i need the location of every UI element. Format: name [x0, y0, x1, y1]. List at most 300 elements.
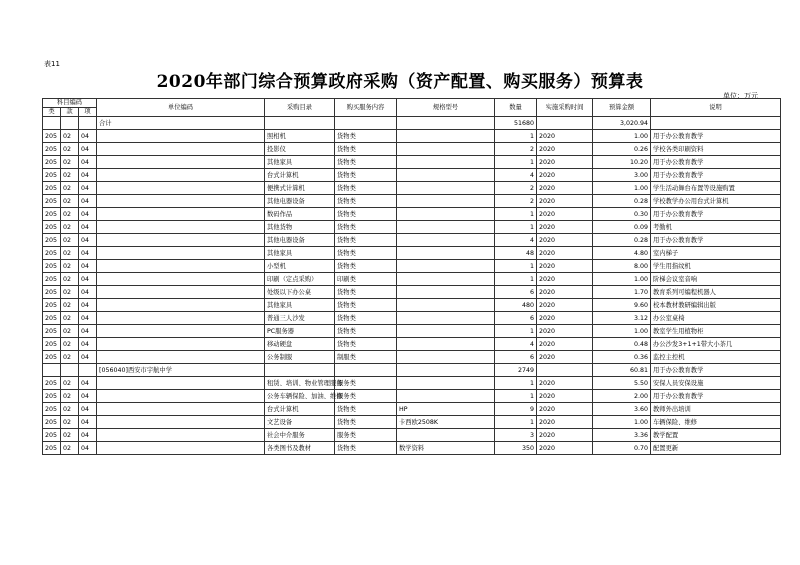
note-cell: 用于办公教育教学	[651, 234, 781, 247]
kuan-cell: 02	[61, 156, 79, 169]
service-header: 购买服务内容	[335, 99, 397, 117]
note-cell: 用于办公教育教学	[651, 156, 781, 169]
time-cell: 2020	[537, 143, 593, 156]
note-cell: 室内梯子	[651, 247, 781, 260]
amount-cell: 0.36	[593, 351, 651, 364]
class-cell: 205	[43, 416, 61, 429]
time-cell: 2020	[537, 234, 593, 247]
service-cell: 货物类	[335, 260, 397, 273]
kuan-cell: 02	[61, 403, 79, 416]
spec-cell	[397, 377, 495, 390]
amount-cell: 0.28	[593, 234, 651, 247]
unit-code-cell	[97, 234, 265, 247]
page-title: 2020年部门综合预算政府采购（资产配置、购买服务）预算表	[156, 72, 644, 92]
item-cell: 04	[79, 325, 97, 338]
class-cell: 205	[43, 208, 61, 221]
unit-code-cell	[97, 273, 265, 286]
kuan-cell: 02	[61, 143, 79, 156]
class-cell: 205	[43, 299, 61, 312]
total-row	[43, 117, 781, 130]
qty-cell: 1	[495, 208, 537, 221]
kuan-cell: 02	[61, 247, 79, 260]
unit-code-cell	[97, 221, 265, 234]
qty-cell: 1	[495, 416, 537, 429]
table-row	[43, 130, 781, 143]
unit-code-cell	[97, 390, 265, 403]
qty-cell: 1	[495, 221, 537, 234]
amount-cell: 0.30	[593, 208, 651, 221]
amount-cell: 10.20	[593, 156, 651, 169]
note-cell: 阶梯会议室音响	[651, 273, 781, 286]
note-cell: 教室学生用植物柜	[651, 325, 781, 338]
catalog-header: 采购目录	[265, 99, 335, 117]
note-cell: 学校教学办公用台式计算机	[651, 195, 781, 208]
note-cell: 教育系列可编程机器人	[651, 286, 781, 299]
time-cell: 2020	[537, 208, 593, 221]
service-cell: 制服类	[335, 351, 397, 364]
service-cell: 货物类	[335, 182, 397, 195]
class-cell: 205	[43, 260, 61, 273]
class-cell: 205	[43, 156, 61, 169]
note-cell: 配置更新	[651, 442, 781, 455]
unit-code-cell	[97, 416, 265, 429]
kuan-cell: 02	[61, 416, 79, 429]
qty-cell: 1	[495, 390, 537, 403]
spec-header: 规格型号	[397, 99, 495, 117]
service-cell: 货物类	[335, 286, 397, 299]
item-cell: 04	[79, 403, 97, 416]
spec-cell	[397, 338, 495, 351]
item-cell: 04	[79, 416, 97, 429]
spec-cell	[397, 195, 495, 208]
amount-cell: 1.00	[593, 182, 651, 195]
spec-cell	[397, 273, 495, 286]
amount-header: 预算金额	[593, 99, 651, 117]
spec-cell	[397, 325, 495, 338]
class-cell: 205	[43, 130, 61, 143]
service-cell: 货物类	[335, 312, 397, 325]
table-row	[43, 156, 781, 169]
note-cell: 教师外出培训	[651, 403, 781, 416]
kuan-cell: 02	[61, 195, 79, 208]
catalog-cell: 移动硬盘	[265, 338, 335, 351]
qty-cell: 1	[495, 273, 537, 286]
table-row	[43, 247, 781, 260]
catalog-cell: 投影仪	[265, 143, 335, 156]
item-cell: 04	[79, 338, 97, 351]
amount-cell: 60.81	[593, 364, 651, 377]
table-row	[43, 429, 781, 442]
amount-cell: 1.00	[593, 130, 651, 143]
note-cell: 学校各类印刷资料	[651, 143, 781, 156]
catalog-cell: 其他家具	[265, 247, 335, 260]
qty-cell: 2749	[495, 364, 537, 377]
table-row	[43, 442, 781, 455]
spec-cell	[397, 130, 495, 143]
class-cell: 205	[43, 247, 61, 260]
time-cell: 2020	[537, 260, 593, 273]
catalog-cell	[265, 364, 335, 377]
catalog-cell: 台式计算机	[265, 169, 335, 182]
qty-cell: 1	[495, 325, 537, 338]
amount-cell: 0.48	[593, 338, 651, 351]
table-row	[43, 416, 781, 429]
service-cell: 印刷类	[335, 273, 397, 286]
spec-cell	[397, 208, 495, 221]
table-number: 表11	[44, 60, 60, 68]
table-row	[43, 325, 781, 338]
kuan-header: 款	[61, 108, 79, 117]
item-cell	[79, 364, 97, 377]
service-cell: 货物类	[335, 299, 397, 312]
table-row	[43, 390, 781, 403]
note-cell: 办公室桌椅	[651, 312, 781, 325]
qty-cell: 480	[495, 299, 537, 312]
amount-cell: 2.00	[593, 390, 651, 403]
unit-code-cell	[97, 156, 265, 169]
spec-cell	[397, 182, 495, 195]
qty-cell: 48	[495, 247, 537, 260]
service-cell: 服务类	[335, 429, 397, 442]
kuan-cell	[61, 364, 79, 377]
service-cell: 货物类	[335, 416, 397, 429]
amount-cell: 9.60	[593, 299, 651, 312]
kuan-cell: 02	[61, 130, 79, 143]
unit-code-cell	[97, 403, 265, 416]
service-cell: 货物类	[335, 403, 397, 416]
item-cell: 04	[79, 130, 97, 143]
kuan-cell: 02	[61, 221, 79, 234]
catalog-cell: 其他家具	[265, 156, 335, 169]
amount-cell: 3.00	[593, 169, 651, 182]
time-cell: 2020	[537, 442, 593, 455]
qty-cell: 4	[495, 169, 537, 182]
spec-cell	[397, 286, 495, 299]
catalog-cell: 租赁、培训、物业管理服务	[265, 377, 335, 390]
catalog-cell: 印刷（定点采购）	[265, 273, 335, 286]
class-cell: 205	[43, 169, 61, 182]
amount-cell: 3.60	[593, 403, 651, 416]
time-cell: 2020	[537, 247, 593, 260]
note-cell: 学生活动舞台布置等设施购置	[651, 182, 781, 195]
catalog-cell: 文艺设备	[265, 416, 335, 429]
table-row	[43, 260, 781, 273]
kuan-cell: 02	[61, 182, 79, 195]
note-cell: 学生用指纹机	[651, 260, 781, 273]
unit-code-cell	[97, 130, 265, 143]
amount-cell: 5.50	[593, 377, 651, 390]
time-cell: 2020	[537, 195, 593, 208]
kuan-cell: 02	[61, 390, 79, 403]
spec-cell: 卡西欧2508K	[397, 416, 495, 429]
note-cell: 考勤机	[651, 221, 781, 234]
service-cell: 货物类	[335, 143, 397, 156]
amount-cell: 3.36	[593, 429, 651, 442]
unit-code-cell	[97, 182, 265, 195]
item-header: 项	[79, 108, 97, 117]
item-cell: 04	[79, 143, 97, 156]
time-cell: 2020	[537, 286, 593, 299]
item-cell: 04	[79, 195, 97, 208]
class-cell: 205	[43, 351, 61, 364]
item-cell: 04	[79, 247, 97, 260]
note-header: 说明	[651, 99, 781, 117]
time-cell: 2020	[537, 130, 593, 143]
unit-code-cell	[97, 312, 265, 325]
class-cell: 205	[43, 143, 61, 156]
spec-cell	[397, 156, 495, 169]
kuan-cell: 02	[61, 312, 79, 325]
class-cell: 205	[43, 273, 61, 286]
kuan-cell: 02	[61, 234, 79, 247]
service-cell: 货物类	[335, 169, 397, 182]
time-cell: 2020	[537, 351, 593, 364]
note-cell: 用于办公教育教学	[651, 130, 781, 143]
service-cell: 货物类	[335, 130, 397, 143]
catalog-cell: 公务车辆保险、加油、维修	[265, 390, 335, 403]
spec-cell: HP	[397, 403, 495, 416]
note-cell: 教学配置	[651, 429, 781, 442]
qty-cell: 2	[495, 143, 537, 156]
time-cell: 2020	[537, 312, 593, 325]
class-cell: 205	[43, 338, 61, 351]
unit-code-cell	[97, 338, 265, 351]
qty-cell: 4	[495, 234, 537, 247]
table-row	[43, 234, 781, 247]
time-cell: 2020	[537, 156, 593, 169]
time-cell: 2020	[537, 182, 593, 195]
class-cell: 205	[43, 312, 61, 325]
note-cell: 监控主控机	[651, 351, 781, 364]
amount-cell: 1.00	[593, 325, 651, 338]
unit-code-cell: [056040]西安市宇航中学	[97, 364, 265, 377]
unit-code-cell	[97, 442, 265, 455]
budget-table	[42, 98, 781, 455]
time-cell: 2020	[537, 325, 593, 338]
qty-cell: 1	[495, 377, 537, 390]
kuan-cell: 02	[61, 208, 79, 221]
unit-code-cell	[97, 247, 265, 260]
unit-code-cell	[97, 299, 265, 312]
total-label: 合计	[97, 117, 265, 130]
time-cell: 2020	[537, 377, 593, 390]
item-cell: 04	[79, 221, 97, 234]
spec-cell	[397, 299, 495, 312]
kuan-cell: 02	[61, 442, 79, 455]
amount-cell: 3.12	[593, 312, 651, 325]
note-cell: 用于办公教育教学	[651, 169, 781, 182]
service-cell: 货物类	[335, 208, 397, 221]
total-amount: 3,020.94	[593, 117, 651, 130]
unit-code-header: 单位编码	[97, 99, 265, 117]
class-cell	[43, 364, 61, 377]
table-row	[43, 312, 781, 325]
class-cell: 205	[43, 286, 61, 299]
kuan-cell: 02	[61, 169, 79, 182]
spec-cell	[397, 390, 495, 403]
service-cell: 货物类	[335, 234, 397, 247]
time-cell: 2020	[537, 221, 593, 234]
catalog-cell: 普通三人沙发	[265, 312, 335, 325]
spec-cell	[397, 351, 495, 364]
unit-code-cell	[97, 351, 265, 364]
time-cell: 2020	[537, 416, 593, 429]
qty-cell: 2	[495, 195, 537, 208]
qty-cell: 9	[495, 403, 537, 416]
amount-cell: 0.28	[593, 195, 651, 208]
service-cell	[335, 364, 397, 377]
class-header: 类	[43, 108, 61, 117]
table-row	[43, 195, 781, 208]
spec-cell	[397, 312, 495, 325]
item-cell: 04	[79, 182, 97, 195]
amount-cell: 8.00	[593, 260, 651, 273]
class-cell: 205	[43, 234, 61, 247]
time-cell: 2020	[537, 273, 593, 286]
qty-cell: 1	[495, 156, 537, 169]
service-cell: 货物类	[335, 325, 397, 338]
catalog-cell: 各类图书及教材	[265, 442, 335, 455]
table-row	[43, 377, 781, 390]
kuan-cell: 02	[61, 338, 79, 351]
unit-code-cell	[97, 429, 265, 442]
class-cell: 205	[43, 182, 61, 195]
class-cell: 205	[43, 403, 61, 416]
qty-cell: 3	[495, 429, 537, 442]
amount-cell: 0.26	[593, 143, 651, 156]
kuan-cell: 02	[61, 273, 79, 286]
unit-label: 单位：万元	[723, 92, 758, 100]
time-cell	[537, 364, 593, 377]
qty-header: 数量	[495, 99, 537, 117]
qty-cell: 1	[495, 130, 537, 143]
table-row	[43, 299, 781, 312]
table-row	[43, 169, 781, 182]
service-cell: 货物类	[335, 338, 397, 351]
class-cell: 205	[43, 429, 61, 442]
subject-code-header: 科目编码	[43, 99, 97, 108]
unit-code-cell	[97, 260, 265, 273]
note-cell: 用于办公教育教学	[651, 390, 781, 403]
item-cell: 04	[79, 234, 97, 247]
total-qty: 51680	[495, 117, 537, 130]
table-row	[43, 286, 781, 299]
kuan-cell: 02	[61, 429, 79, 442]
note-cell: 安保人员安保设施	[651, 377, 781, 390]
table-row	[43, 403, 781, 416]
amount-cell: 1.70	[593, 286, 651, 299]
service-cell: 货物类	[335, 221, 397, 234]
kuan-cell: 02	[61, 351, 79, 364]
qty-cell: 1	[495, 260, 537, 273]
amount-cell: 0.70	[593, 442, 651, 455]
service-cell: 货物类	[335, 442, 397, 455]
table-row	[43, 338, 781, 351]
amount-cell: 1.00	[593, 273, 651, 286]
unit-code-cell	[97, 195, 265, 208]
unit-code-cell	[97, 208, 265, 221]
catalog-cell: 台式计算机	[265, 403, 335, 416]
kuan-cell: 02	[61, 299, 79, 312]
qty-cell: 6	[495, 351, 537, 364]
table-row	[43, 208, 781, 221]
catalog-cell: 照相机	[265, 130, 335, 143]
kuan-cell: 02	[61, 260, 79, 273]
item-cell: 04	[79, 260, 97, 273]
class-cell: 205	[43, 377, 61, 390]
catalog-cell: 其他电器设备	[265, 195, 335, 208]
catalog-cell: 公务制服	[265, 351, 335, 364]
kuan-cell: 02	[61, 377, 79, 390]
item-cell: 04	[79, 351, 97, 364]
catalog-cell: 其他货物	[265, 221, 335, 234]
time-cell: 2020	[537, 429, 593, 442]
catalog-cell: 便携式计算机	[265, 182, 335, 195]
item-cell: 04	[79, 377, 97, 390]
service-cell: 服务类	[335, 377, 397, 390]
note-cell: 车辆保险、维修	[651, 416, 781, 429]
table-row	[43, 351, 781, 364]
item-cell: 04	[79, 442, 97, 455]
kuan-cell: 02	[61, 325, 79, 338]
item-cell: 04	[79, 273, 97, 286]
qty-cell: 6	[495, 312, 537, 325]
class-cell: 205	[43, 390, 61, 403]
table-row	[43, 143, 781, 156]
catalog-cell: PC服务器	[265, 325, 335, 338]
catalog-cell: 其他电器设备	[265, 234, 335, 247]
item-cell: 04	[79, 429, 97, 442]
item-cell: 04	[79, 299, 97, 312]
service-cell: 货物类	[335, 247, 397, 260]
service-cell: 服务类	[335, 390, 397, 403]
time-cell: 2020	[537, 169, 593, 182]
class-cell: 205	[43, 221, 61, 234]
table-row	[43, 182, 781, 195]
qty-cell: 350	[495, 442, 537, 455]
spec-cell	[397, 221, 495, 234]
catalog-cell: 其他家具	[265, 299, 335, 312]
catalog-cell: 社会中介服务	[265, 429, 335, 442]
table-row	[43, 221, 781, 234]
time-cell: 2020	[537, 390, 593, 403]
unit-code-cell	[97, 169, 265, 182]
item-cell: 04	[79, 208, 97, 221]
time-cell: 2020	[537, 338, 593, 351]
qty-cell: 2	[495, 182, 537, 195]
service-cell: 货物类	[335, 195, 397, 208]
service-cell: 货物类	[335, 156, 397, 169]
amount-cell: 1.00	[593, 416, 651, 429]
amount-cell: 4.80	[593, 247, 651, 260]
amount-cell: 0.09	[593, 221, 651, 234]
catalog-cell: 数码作品	[265, 208, 335, 221]
qty-cell: 6	[495, 286, 537, 299]
note-cell: 用于办公教育教学	[651, 208, 781, 221]
unit-code-cell	[97, 143, 265, 156]
time-header: 实施采购时间	[537, 99, 593, 117]
note-cell: 用于办公教育教学	[651, 364, 781, 377]
qty-cell: 4	[495, 338, 537, 351]
time-cell: 2020	[537, 403, 593, 416]
table-row	[43, 364, 781, 377]
spec-cell	[397, 234, 495, 247]
item-cell: 04	[79, 312, 97, 325]
time-cell: 2020	[537, 299, 593, 312]
item-cell: 04	[79, 169, 97, 182]
note-cell: 校本教材教研编辑出版	[651, 299, 781, 312]
spec-cell: 数学资料	[397, 442, 495, 455]
